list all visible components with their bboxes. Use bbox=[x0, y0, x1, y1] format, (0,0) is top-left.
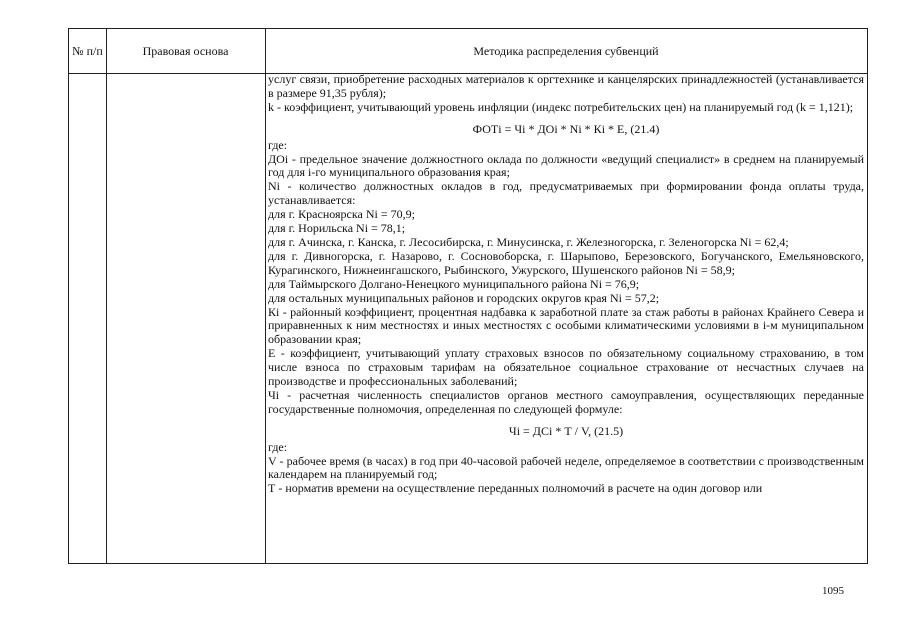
text-line: Е - коэффициент, учитывающий уплату страховых взносов по обязательному социальному страхованию, в том числе взноса по страховым тарифам на обязательное социальное страхование от несчастных случаев на производстве и профессиональных заболеваний; bbox=[268, 346, 864, 389]
text-line: где: bbox=[268, 439, 288, 454]
text-line: ДОi - предельное значение должностного оклада по должности «ведущий специалист» в среднем на планируемый год для i-го муниципального образования края; bbox=[268, 151, 864, 180]
page-number: 1095 bbox=[822, 585, 844, 597]
text-line: для г. Красноярска Ni = 70,9; bbox=[268, 207, 415, 222]
text-line: для Таймырского Долгано-Ненецкого муниципального района Ni = 76,9; bbox=[268, 276, 640, 291]
column-divider bbox=[265, 29, 266, 563]
text-line: V - рабочее время (в часах) в год при 40-часовой рабочей неделе, определяемое в соответствии с производственным календарем на планируемый год; bbox=[268, 453, 864, 482]
header-methodology: Методика распределения субвенций bbox=[473, 44, 659, 58]
header-legal-basis: Правовая основа bbox=[142, 44, 229, 58]
text-line: для г. Норильска Ni = 78,1; bbox=[268, 221, 406, 236]
text-line: для г. Ачинска, г. Канска, г. Лесосибирска, г. Минусинска, г. Железногорска, г. Зеленогорска Ni = 62,4; bbox=[268, 234, 789, 249]
text-line: для остальных муниципальных районов и городских округов края Ni = 57,2; bbox=[268, 290, 660, 305]
text-line: услуг связи, приобретение расходных материалов к оргтехнике и канцелярских принадлежностей (устанавливается в размере 91,35 рубля); bbox=[268, 72, 864, 100]
formula-21-4: ФОТi = Чi * ДОi * Ni * Кi * Е, (21.4) bbox=[472, 121, 660, 136]
header-number: № п/п bbox=[72, 44, 103, 58]
column-divider bbox=[106, 29, 107, 563]
text-line: где: bbox=[268, 137, 288, 152]
text-line: k - коэффициент, учитывающий уровень инфляции (индекс потребительских цен) на планируемый год (k = 1,121); bbox=[268, 99, 854, 114]
formula-21-5: Чi = ДСi * Т / V, (21.5) bbox=[508, 423, 624, 438]
document-table bbox=[68, 28, 868, 564]
text-line: Чi - расчетная численность специалистов органов местного самоуправления, осуществляющих переданные государственные полномочия, определенная по следующей формуле: bbox=[268, 387, 864, 416]
text-line: Ni - количество должностных окладов в год, предусматриваемых при формировании фонда оплаты труда, устанавливается: bbox=[268, 179, 864, 208]
text-line: для г. Дивногорска, г. Назарово, г. Сосновоборска, г. Шарыпово, Березовского, Богучанского, Емельяновского, Курагинского, Нижнеингашского, Рыбинского, Ужурского, Шушенского районов Ni = 58,9; bbox=[268, 248, 864, 277]
methodology-text bbox=[268, 73, 864, 496]
text-line: Кi - районный коэффициент, процентная надбавка к заработной плате за стаж работы в районах Крайнего Севера и приравненных к ним местностях и иных местностях с особыми климатическими условиями в i-м муниципальном образовании края; bbox=[268, 304, 864, 347]
text-line: Т - норматив времени на осуществление переданных полномочий в расчете на один договор или bbox=[268, 481, 763, 496]
